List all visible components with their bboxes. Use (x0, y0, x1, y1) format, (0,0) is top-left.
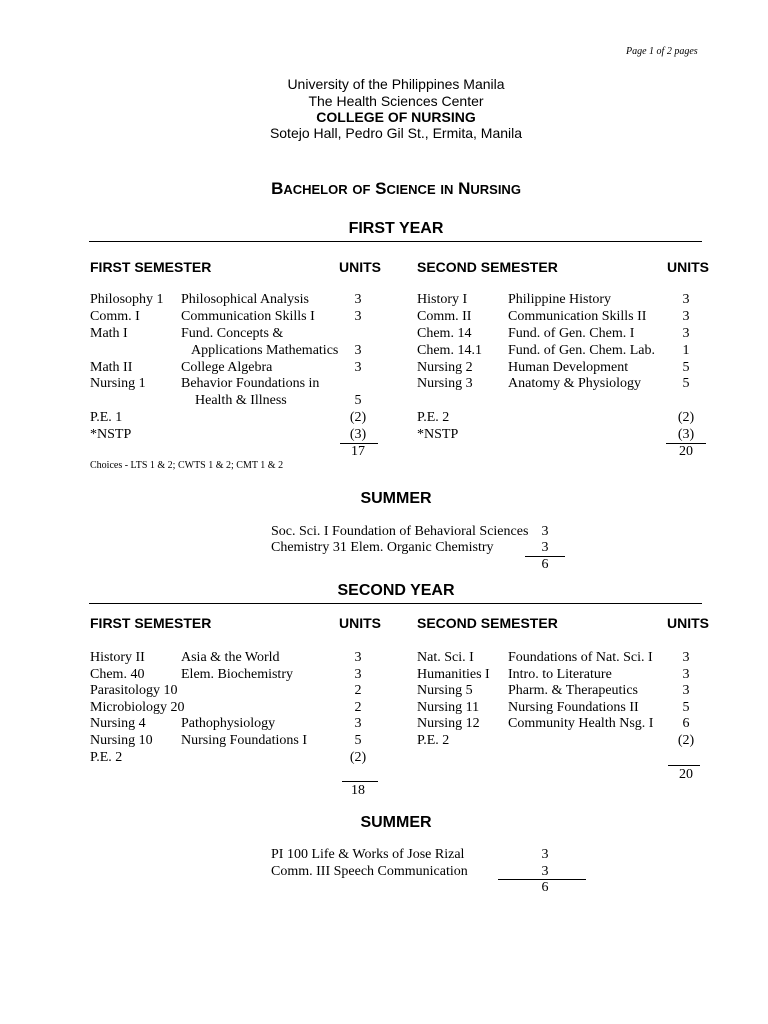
course-title: Asia & the World (181, 650, 280, 665)
course-title: Pathophysiology (181, 716, 276, 731)
address: Sotejo Hall, Pedro Gil St., Ermita, Manila (269, 125, 523, 141)
y1-second-sem-heading: SECOND SEMESTER (417, 259, 558, 275)
course-title: Fund. Concepts & (181, 326, 284, 341)
divider (89, 603, 702, 604)
course-code: History II (90, 650, 145, 665)
course-code: Nursing 10 (90, 733, 153, 748)
course-code: Nursing 1 (90, 376, 146, 391)
summer-course: PI 100 Life & Works of Jose Rizal (271, 847, 465, 862)
summer-heading: SUMMER (360, 814, 432, 831)
course-title: Pharm. & Therapeutics (508, 683, 638, 698)
course-code: Parasitology 10 (90, 683, 178, 698)
course-title: Nursing Foundations I (181, 733, 307, 748)
semester-total: 20 (679, 444, 693, 459)
course-units: 3 (682, 292, 690, 307)
course-units: 3 (682, 650, 690, 665)
second-year-heading: SECOND YEAR (337, 582, 455, 599)
y1-second-sem-units-heading: UNITS (667, 259, 709, 275)
course-units: 3 (354, 343, 362, 358)
course-units: 6 (682, 716, 690, 731)
course-units: 1 (682, 343, 690, 358)
course-title: Health & Illness (195, 393, 287, 408)
course-title: Philosophical Analysis (181, 292, 309, 307)
course-units: 3 (541, 847, 549, 862)
course-title: Applications Mathematics (191, 343, 339, 358)
first-year-heading: FIRST YEAR (348, 220, 444, 237)
university-name: University of the Philippines Manila (287, 76, 505, 92)
semester-total: 17 (351, 444, 365, 459)
y2-second-sem-units-heading: UNITS (667, 615, 709, 631)
course-units: 3 (682, 667, 690, 682)
course-units: 2 (354, 683, 362, 698)
summer-course: Chemistry 31 Elem. Organic Chemistry (271, 540, 494, 555)
course-code: Nursing 11 (417, 700, 480, 715)
program-title: BACHELOR OF SCIENCE IN NURSING (271, 179, 521, 198)
course-title: Fund. of Gen. Chem. I (508, 326, 635, 341)
course-title: Philippine History (508, 292, 612, 307)
course-units: 3 (354, 716, 362, 731)
course-units: 5 (354, 733, 362, 748)
course-title: Human Development (508, 360, 629, 375)
course-code: Humanities I (417, 667, 490, 682)
course-title: Community Health Nsg. I (508, 716, 654, 731)
course-units: 3 (354, 667, 362, 682)
course-title: Communication Skills I (181, 309, 315, 324)
course-units: 5 (682, 360, 690, 375)
course-code: *NSTP (417, 427, 459, 442)
course-units: 3 (541, 864, 549, 879)
course-units: 3 (682, 683, 690, 698)
course-title: Communication Skills II (508, 309, 647, 324)
course-title: Foundations of Nat. Sci. I (508, 650, 653, 665)
summer-course: Soc. Sci. I Foundation of Behavioral Sciences (271, 524, 529, 539)
course-code: P.E. 1 (90, 410, 123, 425)
summer-heading: SUMMER (360, 490, 432, 507)
summer-total: 6 (541, 880, 549, 895)
course-code: Nursing 3 (417, 376, 473, 391)
course-units: 3 (354, 650, 362, 665)
course-units: 5 (354, 393, 362, 408)
course-code: Nursing 4 (90, 716, 146, 731)
course-units: (2) (677, 410, 695, 425)
course-units: 5 (682, 376, 690, 391)
center-name: The Health Sciences Center (308, 93, 484, 109)
course-units: (2) (349, 750, 367, 765)
course-code: Comm. I (90, 309, 140, 324)
course-code: Chem. 40 (90, 667, 145, 682)
course-code: *NSTP (90, 427, 132, 442)
course-title: Fund. of Gen. Chem. Lab. (508, 343, 655, 358)
course-code: Nursing 2 (417, 360, 473, 375)
course-units: 3 (682, 326, 690, 341)
nstp-choices-note: Choices - LTS 1 & 2; CWTS 1 & 2; CMT 1 & 2 (90, 460, 284, 471)
course-units: (3) (349, 427, 367, 442)
course-code: P.E. 2 (90, 750, 123, 765)
semester-total: 18 (351, 783, 365, 798)
course-units: 3 (541, 524, 549, 539)
course-units: 3 (541, 540, 549, 555)
summer-total: 6 (541, 557, 549, 572)
total-underline (668, 765, 700, 766)
y1-first-sem-heading: FIRST SEMESTER (90, 259, 212, 275)
page-info: Page 1 of 2 pages (626, 46, 698, 57)
course-code: Comm. II (417, 309, 472, 324)
course-code: Microbiology 20 (90, 700, 185, 715)
course-code: Nursing 12 (417, 716, 480, 731)
course-units: (2) (349, 410, 367, 425)
summer-course: Comm. III Speech Communication (271, 864, 468, 879)
course-code: P.E. 2 (417, 733, 450, 748)
course-title: Anatomy & Physiology (508, 376, 642, 391)
y2-second-sem-heading: SECOND SEMESTER (417, 615, 558, 631)
y1-first-sem-units-heading: UNITS (339, 259, 381, 275)
college-name: COLLEGE OF NURSING (316, 109, 476, 125)
course-title: Nursing Foundations II (508, 700, 639, 715)
course-units: 3 (354, 309, 362, 324)
y2-first-sem-heading: FIRST SEMESTER (90, 615, 212, 631)
course-units: 3 (354, 360, 362, 375)
course-units: 3 (682, 309, 690, 324)
course-units: (2) (677, 733, 695, 748)
course-code: Chem. 14.1 (417, 343, 482, 358)
course-units: (3) (677, 427, 695, 442)
course-code: Nat. Sci. I (417, 650, 474, 665)
course-title: Elem. Biochemistry (181, 667, 293, 682)
course-code: Math I (90, 326, 128, 341)
total-underline (342, 781, 378, 782)
course-units: 3 (354, 292, 362, 307)
course-code: Philosophy 1 (90, 292, 164, 307)
semester-total: 20 (679, 767, 693, 782)
course-units: 5 (682, 700, 690, 715)
course-code: P.E. 2 (417, 410, 450, 425)
course-code: History I (417, 292, 468, 307)
y2-first-sem-units-heading: UNITS (339, 615, 381, 631)
course-code: Math II (90, 360, 133, 375)
course-title: College Algebra (181, 360, 273, 375)
divider (89, 241, 702, 242)
course-code: Chem. 14 (417, 326, 472, 341)
course-title: Behavior Foundations in (181, 376, 320, 391)
course-code: Nursing 5 (417, 683, 473, 698)
course-title: Intro. to Literature (508, 667, 612, 682)
course-units: 2 (354, 700, 362, 715)
